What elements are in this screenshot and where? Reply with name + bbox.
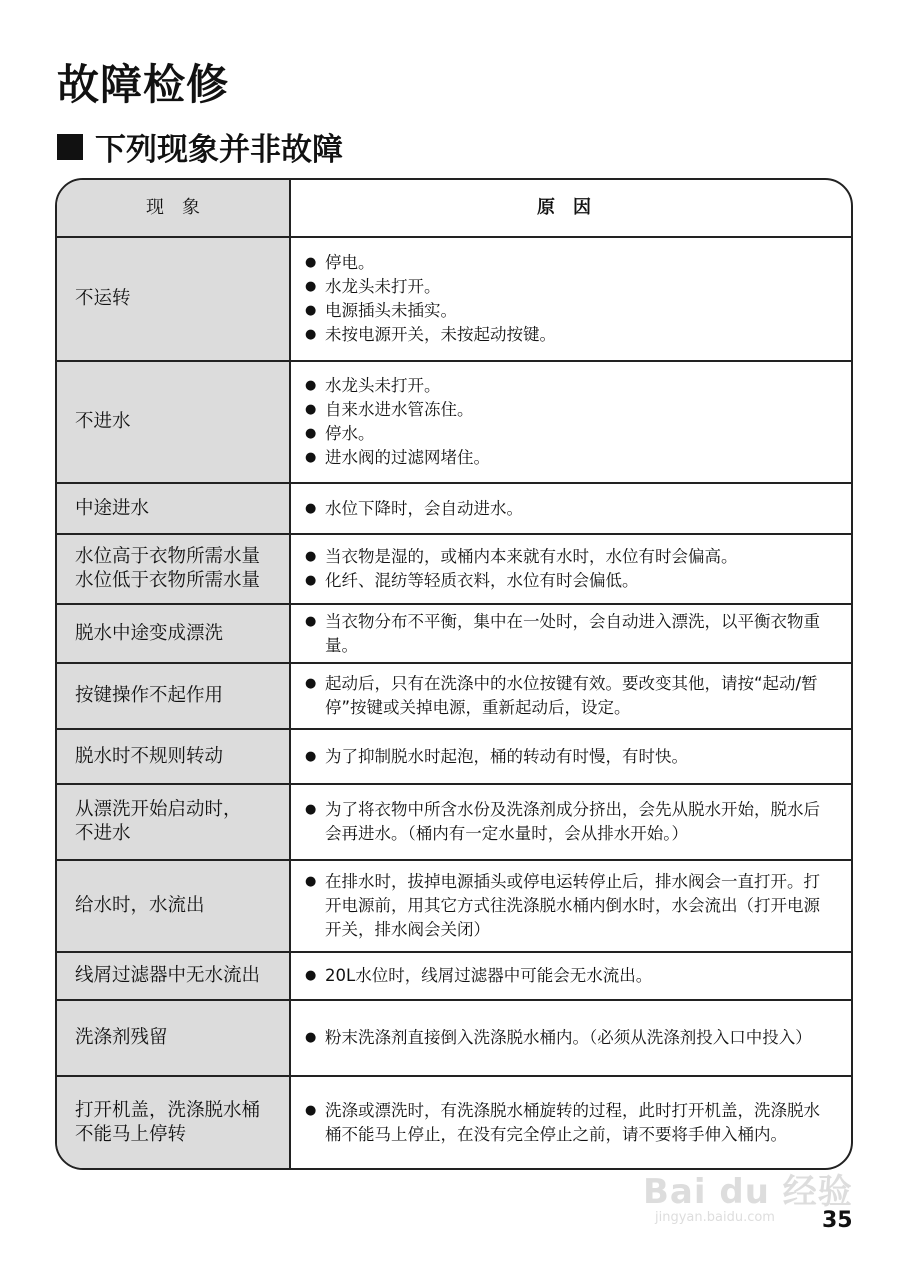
header-phenomenon: 现 象 bbox=[57, 180, 291, 236]
phenomenon-cell: 打开机盖，洗涤脱水桶 不能马上停转 bbox=[57, 1077, 291, 1168]
bullet-icon: ● bbox=[305, 549, 317, 564]
cause-cell: ● 起动后，只有在洗涤中的水位按键有效。要改变其他，请按“起动/暂停”按键或关掉电源，重新起动后，设定。 bbox=[291, 664, 851, 728]
cause-cell: ● 水龙头未打开。 ● 自来水进水管冻住。 ● 停水。 ● 进水阀的过滤网堵住。 bbox=[291, 362, 851, 482]
table-header-row bbox=[57, 180, 851, 236]
phenomenon-cell: 中途进水 bbox=[57, 484, 291, 533]
bullet-icon: ● bbox=[305, 1102, 317, 1118]
phenomenon-cell: 不运转 bbox=[57, 238, 291, 360]
phenomenon-cell: 水位高于衣物所需水量 水位低于衣物所需水量 bbox=[57, 535, 291, 603]
cause-cell: ● 为了将衣物中所含水份及洗涤剂成分挤出，会先从脱水开始，脱水后会再进水。（桶内有一定水量时，会从排水开始。） bbox=[291, 785, 851, 859]
cause-cell: ● 水位下降时，会自动进水。 bbox=[291, 484, 851, 533]
page-number: 35 bbox=[822, 1208, 853, 1233]
bullet-icon: ● bbox=[305, 279, 317, 294]
bullet-icon: ● bbox=[305, 613, 317, 629]
phenomenon-cell: 不进水 bbox=[57, 362, 291, 482]
table-row bbox=[57, 728, 851, 783]
page-title: 故障检修 bbox=[57, 60, 230, 109]
cause-cell: ● 20L水位时，线屑过滤器中可能会无水流出。 bbox=[291, 953, 851, 999]
phenomenon-cell: 洗涤剂残留 bbox=[57, 1001, 291, 1075]
table-row bbox=[57, 236, 851, 360]
bullet-icon: ● bbox=[305, 450, 317, 465]
section-title-text: 下列现象并非故障 bbox=[95, 132, 343, 168]
table-row bbox=[57, 859, 851, 951]
table-row bbox=[57, 951, 851, 999]
phenomenon-cell: 给水时，水流出 bbox=[57, 861, 291, 951]
bullet-icon: ● bbox=[305, 327, 317, 342]
square-bullet-icon bbox=[57, 134, 83, 160]
table-row bbox=[57, 533, 851, 603]
bullet-icon: ● bbox=[305, 676, 317, 691]
phenomenon-cell: 按键操作不起作用 bbox=[57, 664, 291, 728]
phenomenon-cell: 线屑过滤器中无水流出 bbox=[57, 953, 291, 999]
bullet-icon: ● bbox=[305, 500, 317, 516]
bullet-icon: ● bbox=[305, 968, 317, 983]
bullet-icon: ● bbox=[305, 748, 317, 764]
phenomenon-cell: 脱水中途变成漂洗 bbox=[57, 605, 291, 662]
cause-cell: ● 当衣物分布不平衡，集中在一处时，会自动进入漂洗，以平衡衣物重量。 bbox=[291, 605, 851, 662]
bullet-icon: ● bbox=[305, 874, 317, 889]
bullet-icon: ● bbox=[305, 402, 317, 417]
header-cause: 原 因 bbox=[537, 197, 591, 218]
table-row bbox=[57, 482, 851, 533]
bullet-icon: ● bbox=[305, 255, 317, 270]
phenomenon-cell: 从漂洗开始启动时， 不进水 bbox=[57, 785, 291, 859]
bullet-icon: ● bbox=[305, 802, 317, 817]
cause-cell: ● 洗涤或漂洗时，有洗涤脱水桶旋转的过程，此时打开机盖，洗涤脱水桶不能马上停止，在没有完全停止之前，请不要将手伸入桶内。 bbox=[291, 1077, 851, 1168]
table-row bbox=[57, 603, 851, 662]
cause-cell: ● 在排水时，拔掉电源插头或停电运转停止后，排水阀会一直打开。打开电源前，用其它方式往洗涤脱水桶内倒水时，水会流出（打开电源开关，排水阀会关闭） bbox=[291, 861, 851, 951]
troubleshooting-table bbox=[55, 178, 853, 1170]
table-row bbox=[57, 662, 851, 728]
bullet-icon: ● bbox=[305, 378, 317, 393]
bullet-icon: ● bbox=[305, 1030, 317, 1045]
baidu-jingyan-watermark: Bai du 经验 jingyan.baidu.com bbox=[643, 1172, 853, 1225]
table-row bbox=[57, 783, 851, 859]
cause-cell: ● 为了抑制脱水时起泡，桶的转动有时慢，有时快。 bbox=[291, 730, 851, 783]
bullet-icon: ● bbox=[305, 573, 317, 588]
cause-cell: ● 停电。 ● 水龙头未打开。 ● 电源插头未插实。 ● 未按电源开关，未按起动按键。 bbox=[291, 238, 851, 360]
bullet-icon: ● bbox=[305, 303, 317, 318]
cause-cell: ● 当衣物是湿的，或桶内本来就有水时，水位有时会偏高。 ● 化纤、混纺等轻质衣料，水位有时会偏低。 bbox=[291, 535, 851, 603]
table-row bbox=[57, 999, 851, 1075]
bullet-icon: ● bbox=[305, 426, 317, 441]
section-title bbox=[57, 124, 343, 169]
phenomenon-cell: 脱水时不规则转动 bbox=[57, 730, 291, 783]
table-row bbox=[57, 360, 851, 482]
cause-cell: ● 粉末洗涤剂直接倒入洗涤脱水桶内。（必须从洗涤剂投入口中投入） bbox=[291, 1001, 851, 1075]
